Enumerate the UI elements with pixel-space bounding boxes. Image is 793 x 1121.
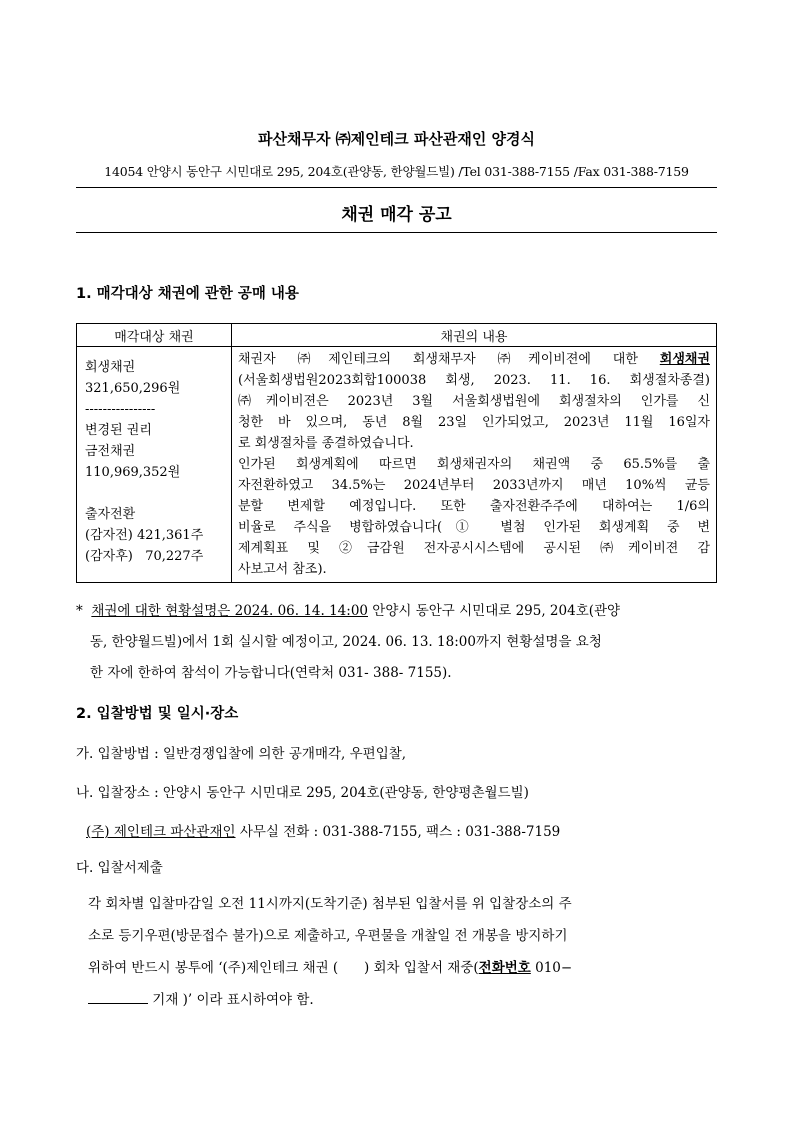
content-line [238,349,710,370]
bond-summary-line: 출자전환 [85,507,136,522]
bond-summary-line: 변경된 권리 [85,423,152,438]
document-title: 채권 매각 공고 [341,205,452,225]
note-text: 안양시 동안구 시민대로 295, 204호(관양 [368,603,621,619]
note-line: 한 자에 한하여 참석이 가능합니다(연락처 031- 388- 7155). [90,665,452,681]
content-line: 인가된 회생계획에 따르면 회생채권자의 채권액 중 65.5%를 출 [238,457,710,472]
content-line: 제계획표 및 ②금감원 전자공시시스템에 공시된 ㈜케이비젼 감 [238,541,710,556]
content-line: ㈜케이비젼은 2023년 3월 서울회생법원에 회생절차의 인가를 신 [238,394,710,409]
col-header-bond: 매각대상 채권 [77,324,232,347]
title-divider [76,232,717,233]
note-line [76,596,719,627]
content-line: 자전환하였고 34.5%는 2024년부터 2033년까지 매년 10%씩 균등 [238,478,710,493]
briefing-datetime: 채권에 대한 현황설명은 2024. 06. 14. 14:00 [91,603,368,619]
phone-blank [88,989,148,1004]
bond-summary-line: (감자전) 421,361주 [85,528,204,543]
bond-summary-line: (감자후) 70,227주 [85,549,204,564]
submit-text: 010− [530,960,573,976]
submit-heading: 다. 입찰서제출 [76,860,163,876]
header-address: 14054 안양시 동안구 시민대로 295, 204호(관양동, 한양월드빌) /Tel 031-388-7155 /Fax 031-388-7159 [104,164,689,179]
section2-heading: 2. 입찰방법 및 일시·장소 [76,706,239,722]
bond-summary-cell [77,347,232,583]
content-line: 로 회생절차를 종결하였습니다. [238,436,414,451]
note-asterisk: * [76,603,83,619]
phone-number-emphasis: 전화번호 [478,960,531,976]
submit-line: 각 회차별 입찰마감일 오전 11시까지(도착기준) 첨부된 입찰서를 위 입찰장소의 주 [88,896,572,912]
submit-line: 소로 등기우편(방문접수 불가)으로 제출하고, 우편물을 개찰일 전 개봉을 방지하기 [88,928,568,944]
content-line: 청한 바 있으며, 동년 8월 23일 인가되었고, 2023년 11월 16일자 [238,415,710,430]
bond-summary-line: 321,650,296원 [85,381,181,396]
office-name: (주) 제인테크 파산관재인 [86,824,236,840]
office-contact [86,820,560,840]
col-header-content: 채권의 내용 [232,324,717,347]
bid-place: 나. 입찰장소 : 안양시 동안구 시민대로 295, 204호(관양동, 한양평촌월드빌) [76,785,529,801]
content-line: 사보고서 참조). [238,562,327,577]
bond-summary-line [85,483,231,504]
bond-summary-line: 110,969,352원 [85,465,181,480]
header-title: 파산채무자 ㈜제인테크 파산관재인 양경식 [258,130,535,148]
submit-text: 위하여 반드시 봉투에 ‘(주)제인테크 채권 ( ) 회차 입찰서 재중( [88,960,479,976]
table-header-row [77,324,717,347]
office-phone-fax: 사무실 전화 : 031-388-7155, 팩스 : 031-388-7159 [235,824,561,840]
section1-heading: 1. 매각대상 채권에 관한 공매 내용 [76,286,299,302]
bond-table [76,323,717,583]
bond-content-cell [232,347,717,583]
submit-instructions [88,888,718,1016]
bond-summary-line: 금전채권 [85,444,136,459]
content-line: 분할 변제할 예정입니다. 또한 출자전환주주에 대하여는 1/6의 [238,499,710,514]
content-line: 비율로 주식을 병합하였습니다(① 별첨 인가된 회생계획 중 변 [238,520,710,535]
submit-line [88,984,718,1016]
bond-summary-line: ---------------- [85,402,156,417]
note-line: 동, 한양월드빌)에서 1회 실시할 예정이고, 2024. 06. 13. 18:00까지 현황설명을 요청 [90,634,602,650]
content-text: 채권자 ㈜제인테크의 회생채무자 ㈜케이비젼에 대한 [238,352,638,367]
submit-text: 기재 )’ 이라 표시하여야 함. [152,992,314,1008]
rehab-bond-emphasis: 회생채권 [659,352,710,367]
header-divider [76,187,717,188]
briefing-note [76,596,719,689]
bond-summary-line: 회생채권 [85,360,136,375]
table-row [77,347,717,583]
content-line: (서울회생법원2023회합100038 회생, 2023. 11. 16. 회생절차종결) [238,373,710,388]
submit-line [88,952,718,984]
bid-method: 가. 입찰방법 : 일반경쟁입찰에 의한 공개매각, 우편입찰, [76,746,407,762]
